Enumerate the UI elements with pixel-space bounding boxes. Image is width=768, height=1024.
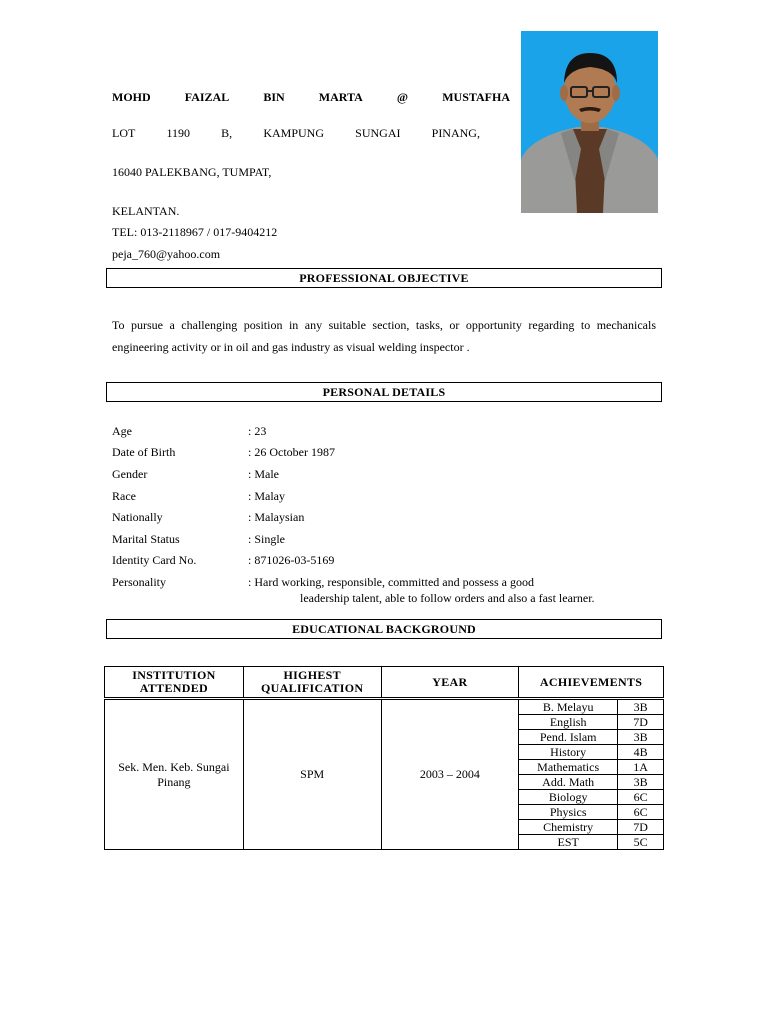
header-year: YEAR	[381, 667, 519, 699]
nationality-value: : Malaysian	[248, 510, 305, 524]
achievement-row	[519, 730, 663, 745]
applicant-name	[112, 90, 510, 105]
personality-label: Personality	[112, 575, 166, 589]
address-line-3: KELANTAN.	[112, 204, 180, 218]
section-header-personal-details: PERSONAL DETAILS	[106, 382, 662, 402]
achievement-grade: 1A	[618, 760, 663, 775]
achievement-grade: 7D	[618, 715, 663, 730]
achievement-subject: Physics	[519, 805, 618, 820]
achievement-row	[519, 835, 663, 850]
address-word: 1190	[166, 126, 191, 140]
achievements-cell	[519, 699, 664, 850]
address-word: SUNGAI	[355, 126, 401, 140]
year-cell: 2003 – 2004	[381, 699, 519, 850]
marital-status-label: Marital Status	[112, 532, 180, 546]
personality-value-line-1: : Hard working, responsible, committed and possess a good	[248, 575, 534, 589]
achievement-subject: Pend. Islam	[519, 730, 618, 745]
name-word: BIN	[263, 90, 285, 104]
address-word: B,	[221, 126, 233, 140]
institution-cell: Sek. Men. Keb. Sungai Pinang	[105, 699, 244, 850]
telephone: TEL: 013-2118967 / 017-9404212	[112, 225, 278, 239]
objective-text: To pursue a challenging position in any suitable section, tasks, or opportunity regarding to mechanicals engineering activity or in oil and gas industry as visual welding inspector .	[112, 318, 656, 354]
achievement-subject: Biology	[519, 790, 618, 805]
identity-card-value: : 871026-03-5169	[248, 553, 335, 567]
achievement-grade: 4B	[618, 745, 663, 760]
achievement-subject: History	[519, 745, 618, 760]
age-label: Age	[112, 424, 132, 438]
achievement-grade: 6C	[618, 790, 663, 805]
achievement-grade: 3B	[618, 700, 663, 715]
achievement-row	[519, 715, 663, 730]
achievement-grade: 6C	[618, 805, 663, 820]
header-qualification: HIGHEST QUALIFICATION	[243, 667, 381, 699]
qualification-cell: SPM	[243, 699, 381, 850]
achievement-row	[519, 700, 663, 715]
nationality-label: Nationally	[112, 510, 163, 524]
identity-card-label: Identity Card No.	[112, 553, 197, 567]
address-word: PINANG,	[431, 126, 480, 140]
section-header-education: EDUCATIONAL BACKGROUND	[106, 619, 662, 639]
section-header-objective: PROFESSIONAL OBJECTIVE	[106, 268, 662, 288]
race-value: : Malay	[248, 489, 285, 503]
personality-value-line-2: leadership talent, able to follow orders and also a fast learner.	[300, 591, 595, 605]
race-label: Race	[112, 489, 136, 503]
profile-photo-figure	[521, 31, 658, 213]
table-row	[105, 699, 664, 850]
achievement-row	[519, 790, 663, 805]
gender-label: Gender	[112, 467, 148, 481]
address-word: KAMPUNG	[263, 126, 325, 140]
name-word: MOHD	[112, 90, 151, 104]
education-table	[104, 666, 664, 850]
address-word: LOT	[112, 126, 136, 140]
achievement-row	[519, 820, 663, 835]
achievement-subject: EST	[519, 835, 618, 850]
name-word: FAIZAL	[184, 90, 230, 104]
achievements-table	[519, 700, 663, 849]
name-word: MUSTAFHA	[442, 90, 510, 104]
achievement-row	[519, 745, 663, 760]
address-line-2: 16040 PALEKBANG, TUMPAT,	[112, 165, 272, 179]
achievement-subject: B. Melayu	[519, 700, 618, 715]
education-table-header-row	[105, 667, 664, 699]
marital-status-value: : Single	[248, 532, 286, 546]
achievement-subject: Mathematics	[519, 760, 618, 775]
achievement-row	[519, 760, 663, 775]
achievement-subject: English	[519, 715, 618, 730]
name-word: @	[396, 90, 409, 104]
email-address: peja_760@yahoo.com	[112, 247, 221, 261]
achievement-grade: 7D	[618, 820, 663, 835]
achievement-row	[519, 775, 663, 790]
achievement-grade: 5C	[633, 835, 648, 849]
address-line-1	[112, 126, 480, 141]
profile-photo	[521, 31, 658, 213]
name-word: MARTA	[318, 90, 363, 104]
achievement-subject: Add. Math	[519, 775, 618, 790]
achievement-grade: 3B	[618, 730, 663, 745]
gender-value: : Male	[248, 467, 279, 481]
dob-value: : 26 October 1987	[248, 445, 335, 459]
dob-label: Date of Birth	[112, 445, 176, 459]
achievement-grade: 3B	[618, 775, 663, 790]
header-institution: INSTITUTION ATTENDED	[105, 667, 244, 699]
achievement-subject: Chemistry	[519, 820, 618, 835]
header-achievements: ACHIEVEMENTS	[519, 667, 664, 699]
achievement-row	[519, 805, 663, 820]
age-value: : 23	[248, 424, 267, 438]
